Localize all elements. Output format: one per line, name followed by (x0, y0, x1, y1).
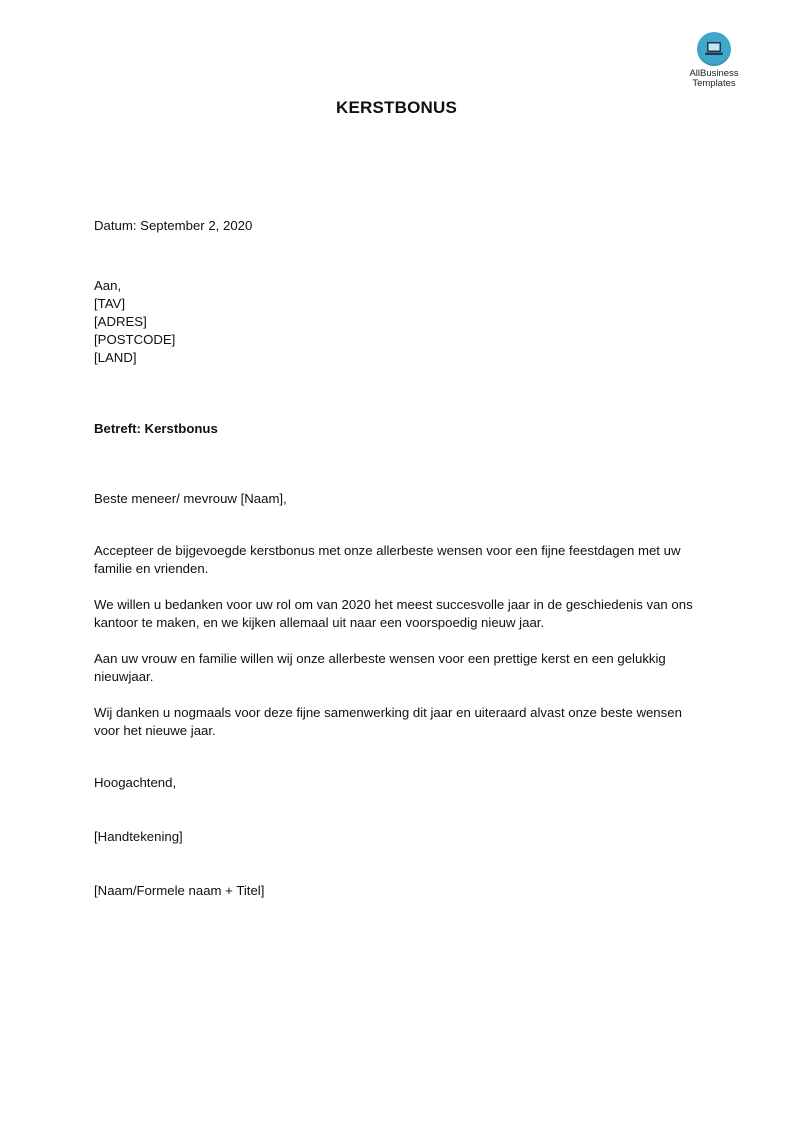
recipient-block (94, 277, 714, 367)
recipient-address: [ADRES] (94, 314, 147, 329)
greeting-line (94, 490, 714, 508)
laptop-icon (704, 41, 724, 57)
recipient-tav: [TAV] (94, 296, 126, 311)
paragraph-1-line-2: familie en vrienden. (94, 561, 209, 576)
recipient-salutation: Aan, (94, 278, 122, 293)
paragraph-3 (94, 650, 714, 686)
recipient-country: [LAND] (94, 350, 137, 365)
paragraph-3-line-2: nieuwjaar. (94, 669, 154, 684)
closing-text: Hoogachtend, (94, 775, 177, 790)
paragraph-4-line-2: voor het nieuwe jaar. (94, 723, 216, 738)
greeting-text: Beste meneer/ mevrouw [Naam], (94, 491, 287, 506)
logo (680, 32, 748, 89)
paragraph-2-line-1: We willen u bedanken voor uw rol om van 2020 het meest succesvolle jaar in de geschiedenis van ons (94, 597, 693, 612)
logo-line-1: AllBusiness (689, 68, 739, 79)
paragraph-4 (94, 704, 714, 740)
logo-text (680, 69, 748, 89)
name-title-placeholder: [Naam/Formele naam + Titel] (94, 883, 265, 898)
paragraph-3-line-1: Aan uw vrouw en familie willen wij onze allerbeste wensen voor een prettige kerst en een gelukkig (94, 651, 666, 666)
paragraph-2 (94, 596, 714, 632)
date-text: Datum: September 2, 2020 (94, 218, 253, 233)
subject-text: Betreft: Kerstbonus (94, 421, 218, 436)
signature-placeholder: [Handtekening] (94, 829, 183, 844)
logo-line-2: Templates (692, 78, 736, 89)
closing-line (94, 774, 714, 792)
date-line (94, 217, 714, 235)
logo-badge (697, 32, 731, 66)
signature-line (94, 828, 714, 846)
document-title: KERSTBONUS (335, 98, 457, 117)
recipient-postcode: [POSTCODE] (94, 332, 176, 347)
paragraph-4-line-1: Wij danken u nogmaals voor deze fijne samenwerking dit jaar en uiteraard alvast onze beste wensen (94, 705, 682, 720)
subject-line (94, 420, 714, 438)
paragraph-1 (94, 542, 714, 578)
paragraph-2-line-2: kantoor te maken, en we kijken allemaal uit naar een voorspoedig nieuw jaar. (94, 615, 545, 630)
name-title-line (94, 882, 714, 900)
paragraph-1-line-1: Accepteer de bijgevoegde kerstbonus met onze allerbeste wensen voor een fijne feestdagen met uw (94, 543, 681, 558)
